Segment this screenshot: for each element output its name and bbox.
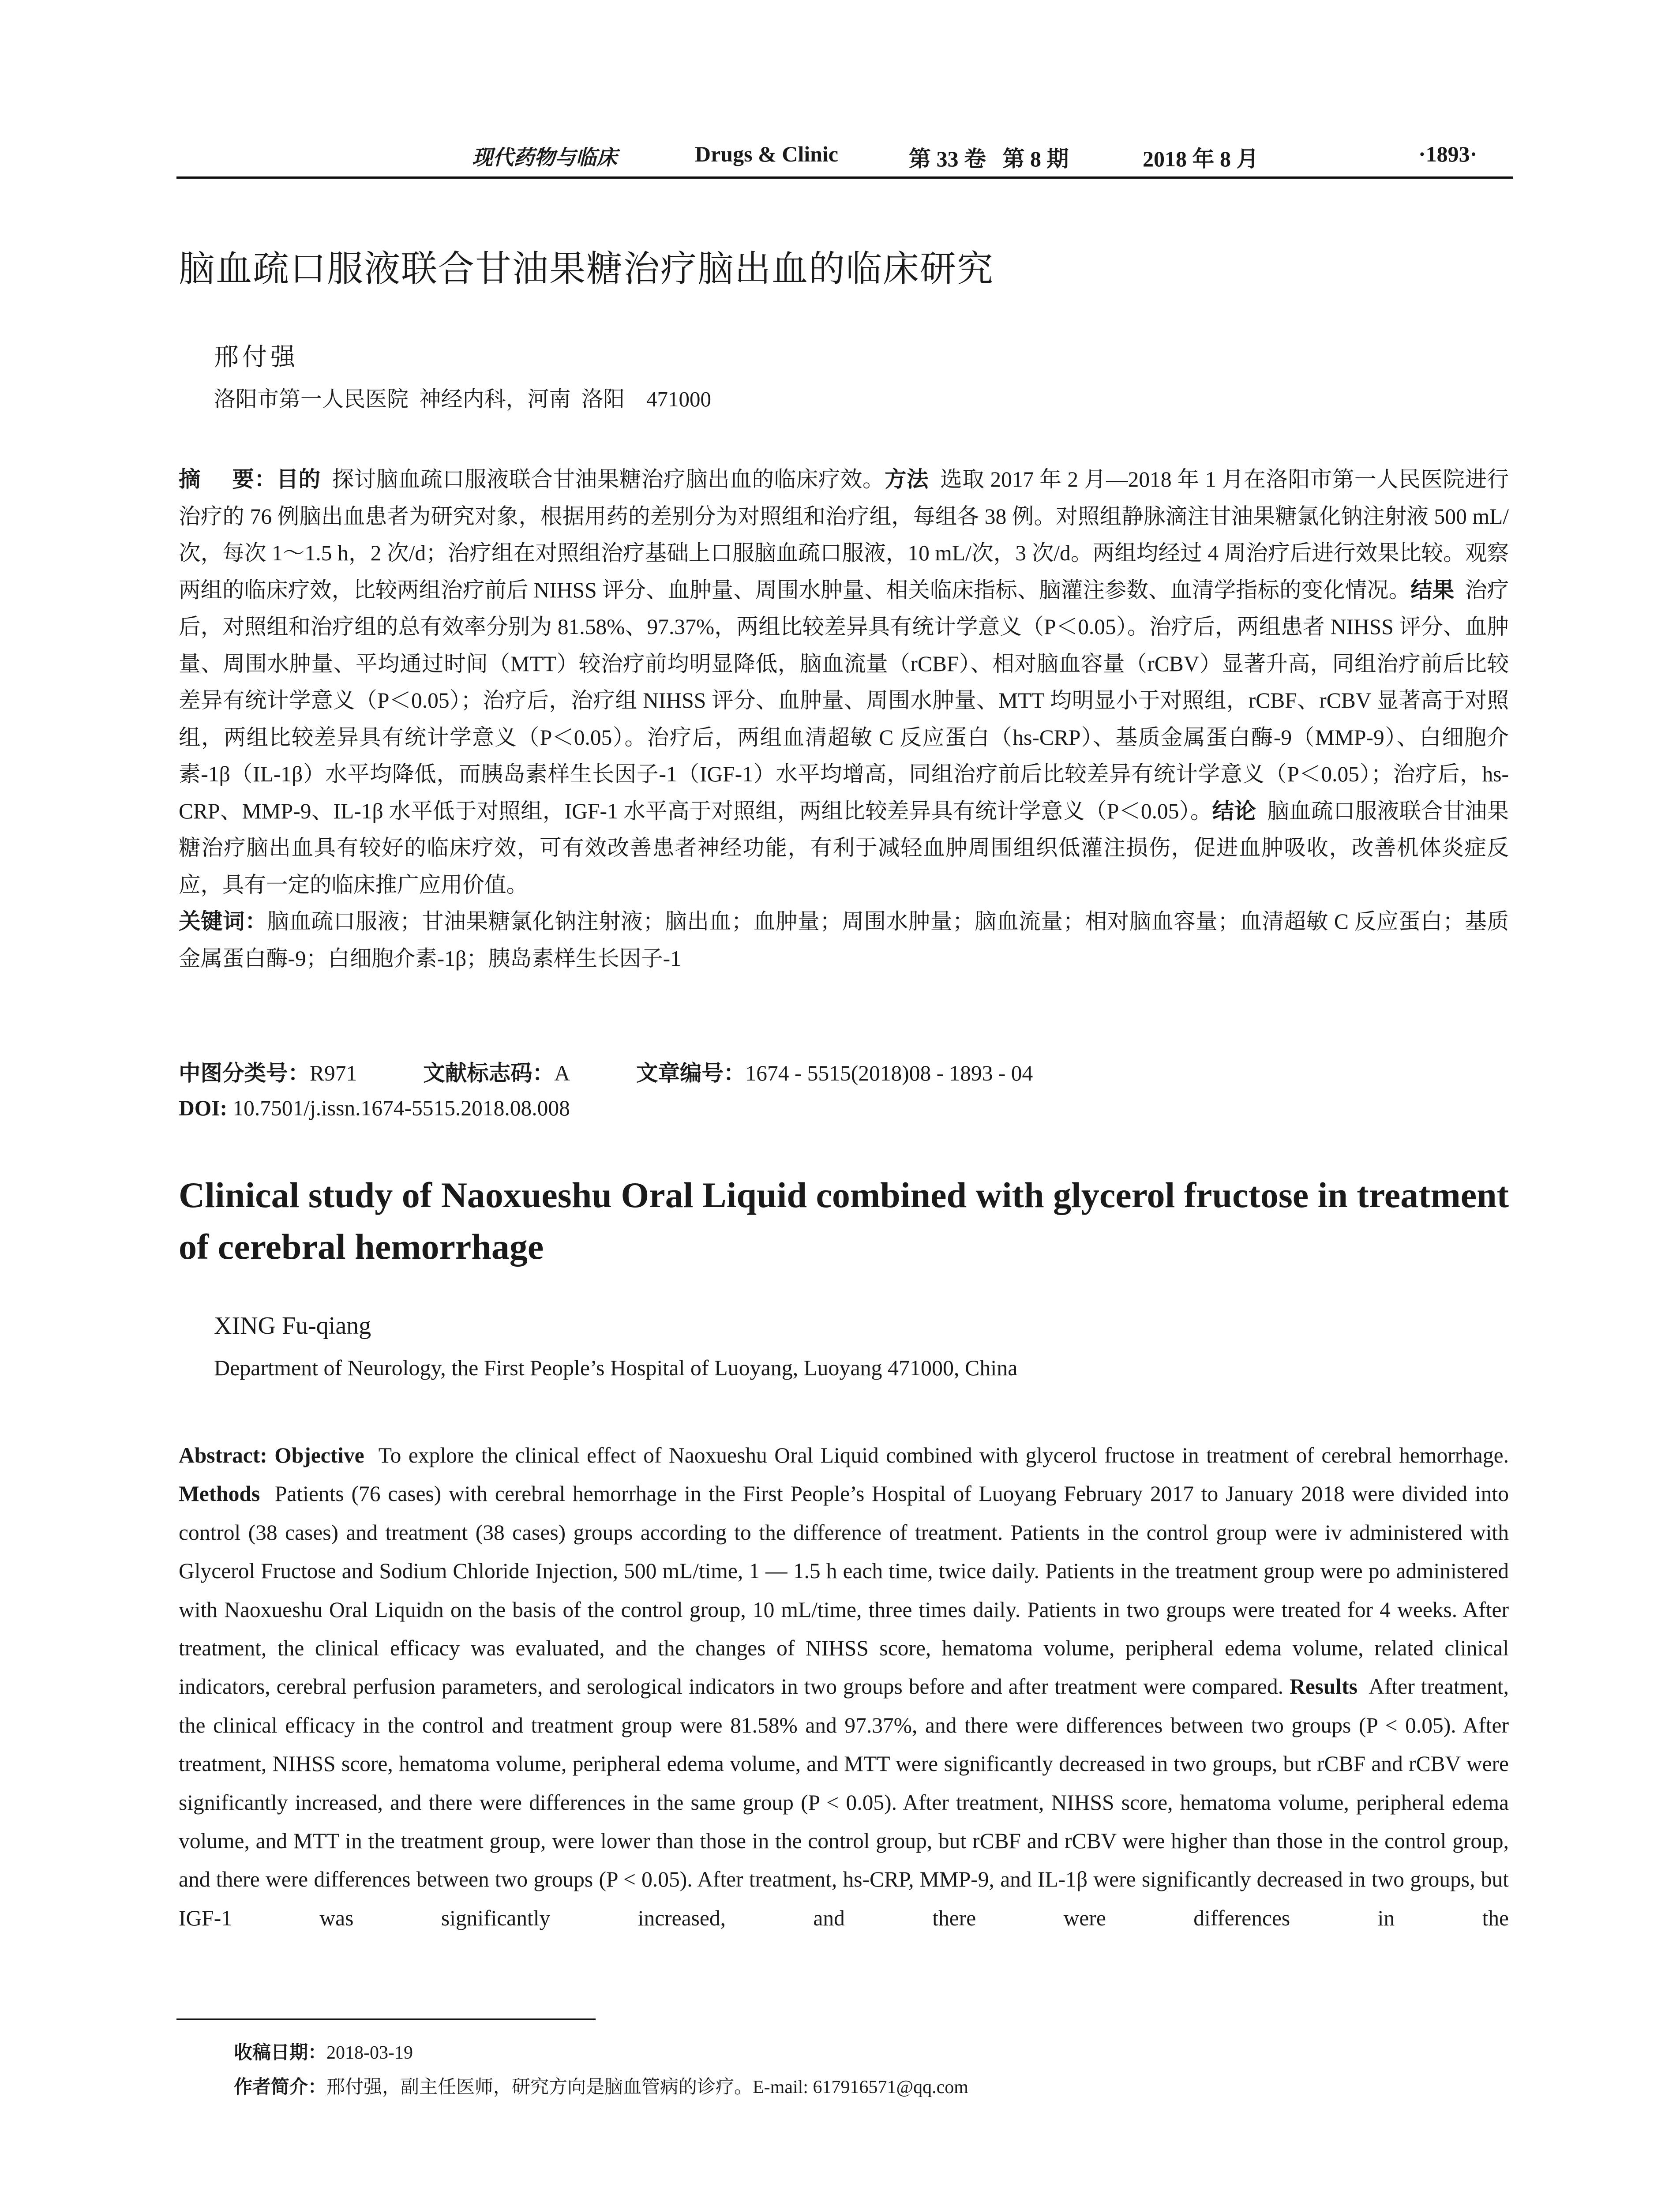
abstract-en <box>179 1436 1515 1937</box>
volume-issue: 第 33 卷 第 8 期 <box>909 146 1069 171</box>
results-text-cn: 治疗后，对照组和治疗组的总有效率分别为 81.58%、97.37%，两组比较差异具有统计学意义（P＜0.05）。治疗后，两组患者 NIHSS 评分、血肿量、周围水肿量、平均通过时间（MTT）较治疗前均明显降低，脑血流量（rCBF）、相对脑血容量（rCBV）显著升高，同组治疗前后比较差异有统计学意义（P＜0.05）；治疗后，治疗组 NIHSS 评分、血肿量、周围水肿量、MTT 均明显小于对照组，rCBF、rCBV 显著高于对照组，两组比较差异具有统计学意义（P＜0.05）。治疗后，两组血清超敏 C 反应蛋白（hs-CRP）、基质金属蛋白酶-9（MMP-9）、白细胞介素-1β（IL-1β）水平均降低，而胰岛素样生长因子-1（IGF-1）水平均增高，同组治疗前后比较差异有统计学意义（P＜0.05）；治疗后，hs-CRP、MMP-9、IL-1β 水平低于对照组，IGF-1 水平高于对照组，两组比较差异具有统计学意义（P＜0.05）。 <box>179 578 1509 823</box>
article-title-cn: 脑血疏口服液联合甘油果糖治疗脑出血的临床研究 <box>179 248 994 290</box>
footnote-rule <box>176 2018 596 2020</box>
objective-text-cn: 探讨脑血疏口服液联合甘油果糖治疗脑出血的临床疗效。 <box>320 467 885 491</box>
author-cn: 邢付强 <box>214 344 299 371</box>
article-title-en: Clinical study of Naoxueshu Oral Liquid combined with glycerol fructose in treatment of cerebral hemorrhage <box>179 1175 1509 1267</box>
received-label: 收稿日期： <box>234 2041 327 2063</box>
objective-label-cn: 目的 <box>276 466 321 492</box>
methods-label-en: Methods <box>179 1482 260 1506</box>
keywords-text: 脑血疏口服液；甘油果糖氯化钠注射液；脑出血；血肿量；周围水肿量；脑血流量；相对脑血容量；血清超敏 C 反应蛋白；基质金属蛋白酶-9；白细胞介素-1β；胰岛素样生长因子-1 <box>179 909 1509 971</box>
journal-name-en: Drugs & Clinic <box>695 142 838 166</box>
page-number: ·1893· <box>1418 142 1478 166</box>
clc-value: R971 <box>310 1061 357 1085</box>
results-text-en: After treatment, the clinical efficacy in the control and treatment group were 81.58% and 97.37%, and there were differences between two groups (P < 0.05). After treatment, NIHSS score, hematoma volume, peripheral edema volume, and MTT were significantly decreased in two groups, but rCBF and rCBV were significantly increased, and there were differences in the same group (P < 0.05). After treatment, NIHSS score, hematoma volume, peripheral edema volume, and MTT in the treatment group, were lower than those in the control group, but rCBF and rCBV were higher than those in the control group, and there were differences between two groups (P < 0.05). After treatment, hs-CRP, MMP-9, and IL-1β were significantly decreased in two groups, but IGF-1 was significantly increased, and there were differences in the <box>179 1674 1515 1930</box>
doi-value: 10.7501/j.issn.1674-5515.2018.08.008 <box>227 1096 570 1120</box>
article-number-value: 1674 - 5515(2018)08 - 1893 - 04 <box>745 1061 1033 1085</box>
doc-code-value: A <box>554 1061 570 1085</box>
abstract-en-label: Abstract: <box>179 1443 275 1467</box>
affiliation-cn: 洛阳市第一人民医院 神经内科，河南 洛阳 471000 <box>214 387 712 411</box>
conclusion-label-cn: 结论 <box>1212 798 1256 824</box>
author-bio-label: 作者简介： <box>234 2076 327 2097</box>
objective-label-en: Objective <box>274 1443 364 1467</box>
doi-line <box>179 1091 570 1126</box>
abstract-cn-body <box>179 461 1509 903</box>
affiliation-en: Department of Neurology, the First People’s Hospital of Luoyang, Luoyang 471000, China <box>214 1355 1018 1380</box>
keywords <box>179 903 1509 977</box>
objective-text-en: To explore the clinical effect of Naoxueshu Oral Liquid combined with glycerol fructose in treatment of cerebral hemorrhage. <box>364 1443 1515 1467</box>
abstract-cn <box>179 461 1509 977</box>
header-rule <box>176 176 1513 179</box>
doc-code-label: 文献标志码： <box>423 1060 555 1086</box>
classification-line <box>179 1055 1033 1091</box>
results-label-en: Results <box>1289 1674 1358 1699</box>
article-number-label: 文章编号： <box>636 1060 746 1086</box>
author-bio-text: 邢付强，副主任医师，研究方向是脑血管病的诊疗。E-mail: 617916571@qq.com <box>326 2077 968 2097</box>
issue-date: 2018 年 8 月 <box>1143 146 1259 171</box>
keywords-label: 关键词： <box>179 908 267 934</box>
abstract-cn-label: 摘 要： <box>179 466 277 492</box>
conclusion-text-cn: 脑血疏口服液联合甘油果糖治疗脑出血具有较好的临床疗效，可有效改善患者神经功能，有利于减轻血肿周围组织低灌注损伤，促进血肿吸收，改善机体炎症反应，具有一定的临床推广应用价值。 <box>179 799 1509 897</box>
methods-text-cn: 选取 2017 年 2 月—2018 年 1 月在洛阳市第一人民医院进行治疗的 76 例脑出血患者为研究对象，根据用药的差别分为对照组和治疗组，每组各 38 例。对照组静脉滴注甘油果糖氯化钠注射液 500 mL/次，每次 1～1.5 h，2 次/d；治疗组在对照组治疗基础上口服脑血疏口服液，10 mL/次，3 次/d。两组均经过 4 周治疗后进行效果比较。观察两组的临床疗效，比较两组治疗前后 NIHSS 评分、血肿量、周围水肿量、相关临床指标、脑灌注参数、血清学指标的变化情况。 <box>179 467 1509 602</box>
methods-text-en: Patients (76 cases) with cerebral hemorrhage in the First People’s Hospital of Luoyang February 2017 to January 2018 were divided into control (38 cases) and treatment (38 cases) groups according to the difference of treatment. Patients in the control group were iv administered with Glycerol Fructose and Sodium Chloride Injection, 500 mL/time, 1 — 1.5 h each time, twice daily. Patients in the treatment group were po administered with Naoxueshu Oral Liquidn on the basis of the control group, 10 mL/time, three times daily. Patients in two groups were treated for 4 weeks. After treatment, the clinical efficacy was evaluated, and the changes of NIHSS score, hematoma volume, peripheral edema volume, related clinical indicators, cerebral perfusion parameters, and serological indicators in two groups before and after treatment were compared. <box>179 1482 1515 1699</box>
doi-label: DOI: <box>179 1096 227 1120</box>
results-label-cn: 结果 <box>1410 577 1455 603</box>
received-value: 2018-03-19 <box>326 2043 413 2063</box>
journal-name-cn: 现代药物与临床 <box>472 146 617 170</box>
author-en: XING Fu-qiang <box>214 1312 371 1339</box>
clc-label: 中图分类号： <box>179 1060 310 1086</box>
author-bio <box>234 2074 968 2101</box>
methods-label-cn: 方法 <box>885 466 929 492</box>
running-header <box>176 141 1513 176</box>
received-date <box>234 2039 413 2066</box>
